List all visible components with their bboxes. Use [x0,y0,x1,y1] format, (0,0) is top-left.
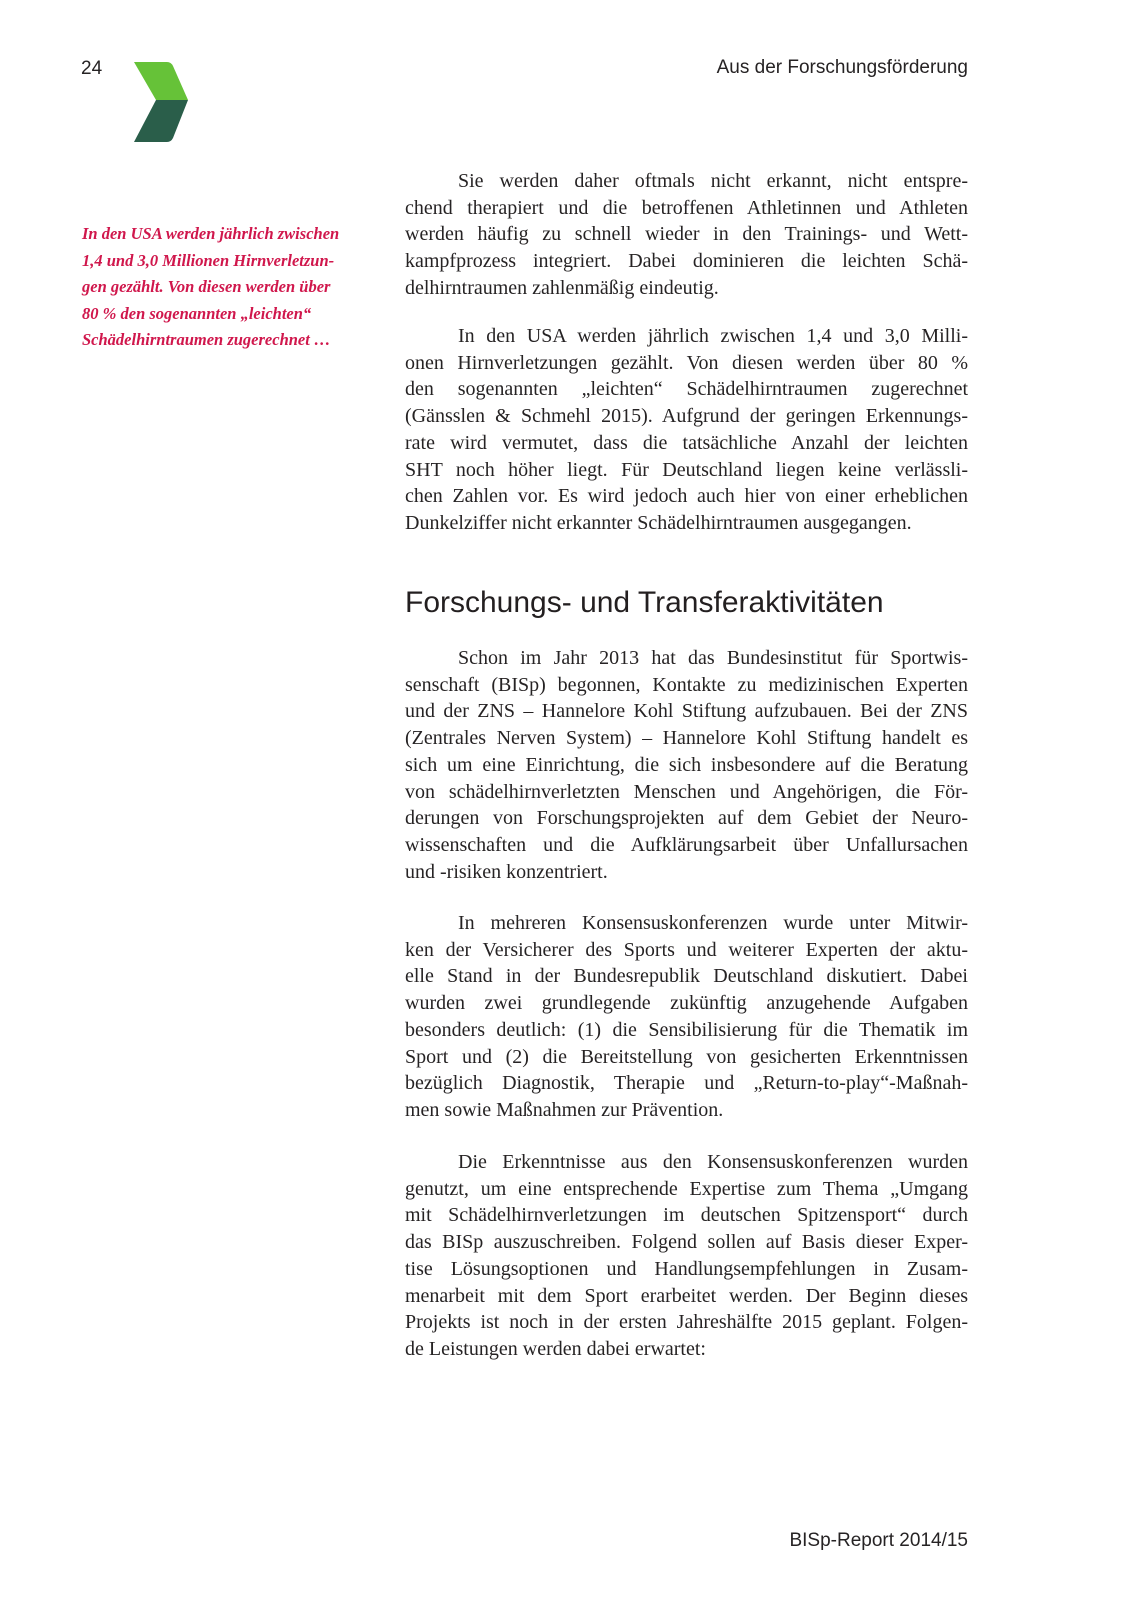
text-line: und -risiken konzentriert. [405,860,608,883]
pull-quote [82,221,362,354]
text-line: In mehreren Konsensuskonferenzen wurde unter Mitwir- [458,912,968,934]
text-line: elle Stand in der Bundesrepublik Deutschland diskutiert. Dabei [405,965,968,988]
text-line: den sogenannten „leichten“ Schädelhirntraumen zugerechnet [405,378,968,401]
text-line: das BISp auszuschreiben. Folgend sollen auf Basis dieser Exper- [405,1231,968,1254]
text-line: Sie werden daher oftmals nicht erkannt, nicht entspre- [458,170,968,192]
text-line: Die Erkenntnisse aus den Konsensuskonferenzen wurden [458,1151,968,1173]
text-line: rate wird vermutet, dass die tatsächliche Anzahl der leichten [405,431,968,454]
chevron-right-icon [133,60,189,144]
text-line: werden häufig zu schnell wieder in den Trainings- und Wett- [405,223,968,246]
section-heading: Forschungs- und Transferaktivitäten [405,586,884,619]
text-line: mit Schädelhirnverletzungen im deutschen Spitzensport“ durch [405,1204,968,1227]
text-line: Dunkelziffer nicht erkannter Schädelhirntraumen ausgegangen. [405,511,912,534]
text-line: onen Hirnverletzungen gezählt. Von diesen werden über 80 % [405,351,968,374]
text-line: genutzt, um eine entsprechende Expertise zum Thema „Umgang [405,1177,968,1200]
chevron-top-half [134,62,188,100]
text-line: senschaft (BISp) begonnen, Kontakte zu medizinischen Experten [405,673,968,696]
text-line: kampfprozess integriert. Dabei dominieren die leichten Schä- [405,250,968,273]
text-line: delhirntraumen zahlenmäßig eindeutig. [405,276,719,299]
text-line: sich um eine Einrichtung, die sich insbesondere auf die Beratung [405,753,968,776]
pull-quote-line: Schädelhirntraumen zugerechnet … [82,330,331,349]
text-line: menarbeit mit dem Sport erarbeitet werden. Der Beginn dieses [405,1284,968,1307]
text-line: SHT noch höher liegt. Für Deutschland liegen keine verlässli- [405,458,968,481]
pull-quote-line: gen gezählt. Von diesen werden über [82,277,331,296]
text-line: wissenschaften und die Aufklärungsarbeit über Unfallursachen [405,833,968,856]
section-title: Aus der Forschungsförderung [716,57,968,78]
paragraph-1 [405,168,968,302]
footer-report-label: BISp-Report 2014/15 [789,1530,968,1551]
text-line: (Zentrales Nerven System) – Hannelore Kohl Stiftung handelt es [405,727,968,750]
text-line: bezüglich Diagnostik, Therapie und „Return-to-play“-Maßnah- [405,1072,968,1095]
text-line: besonders deutlich: (1) die Sensibilisierung für die Thematik im [405,1018,968,1041]
text-line: ken der Versicherer des Sports und weiterer Experten der aktu- [405,938,968,961]
chevron-bottom-half [134,100,188,142]
text-line: In den USA werden jährlich zwischen 1,4 und 3,0 Milli- [458,325,968,347]
paragraph-5 [405,1149,968,1363]
text-line: Sport und (2) die Bereitstellung von gesicherten Erkenntnissen [405,1045,968,1068]
text-line: men sowie Maßnahmen zur Prävention. [405,1098,724,1121]
paragraph-3 [405,645,968,885]
text-line: (Gänsslen & Schmehl 2015). Aufgrund der geringen Erkennungs- [405,405,968,428]
text-line: chen Zahlen vor. Es wird jedoch auch hier von einer erheblichen [405,485,968,508]
text-line: derungen von Forschungsprojekten auf dem Gebiet der Neuro- [405,807,968,830]
paragraph-2 [405,323,968,537]
text-line: von schädelhirnverletzten Menschen und Angehörigen, die För- [405,780,968,803]
text-line: wurden zwei grundlegende zukünftig anzugehende Aufgaben [405,992,968,1015]
text-line: tise Lösungsoptionen und Handlungsempfehlungen in Zusam- [405,1257,968,1280]
text-line: Schon im Jahr 2013 hat das Bundesinstitut für Sportwis- [458,647,968,669]
text-line: de Leistungen werden dabei erwartet: [405,1337,706,1360]
pull-quote-line: In den USA werden jährlich zwischen [82,224,340,243]
text-line: und der ZNS – Hannelore Kohl Stiftung aufzubauen. Bei der ZNS [405,700,968,723]
text-line: chend therapiert und die betroffenen Athletinnen und Athleten [405,196,968,219]
paragraph-4 [405,910,968,1124]
page-number: 24 [81,58,103,79]
pull-quote-line: 80 % den sogenannten „leichten“ [82,303,312,323]
pull-quote-line: 1,4 und 3,0 Millionen Hirnverletzun- [82,250,335,270]
text-line: Projekts ist noch in der ersten Jahreshälfte 2015 geplant. Folgen- [405,1311,968,1334]
